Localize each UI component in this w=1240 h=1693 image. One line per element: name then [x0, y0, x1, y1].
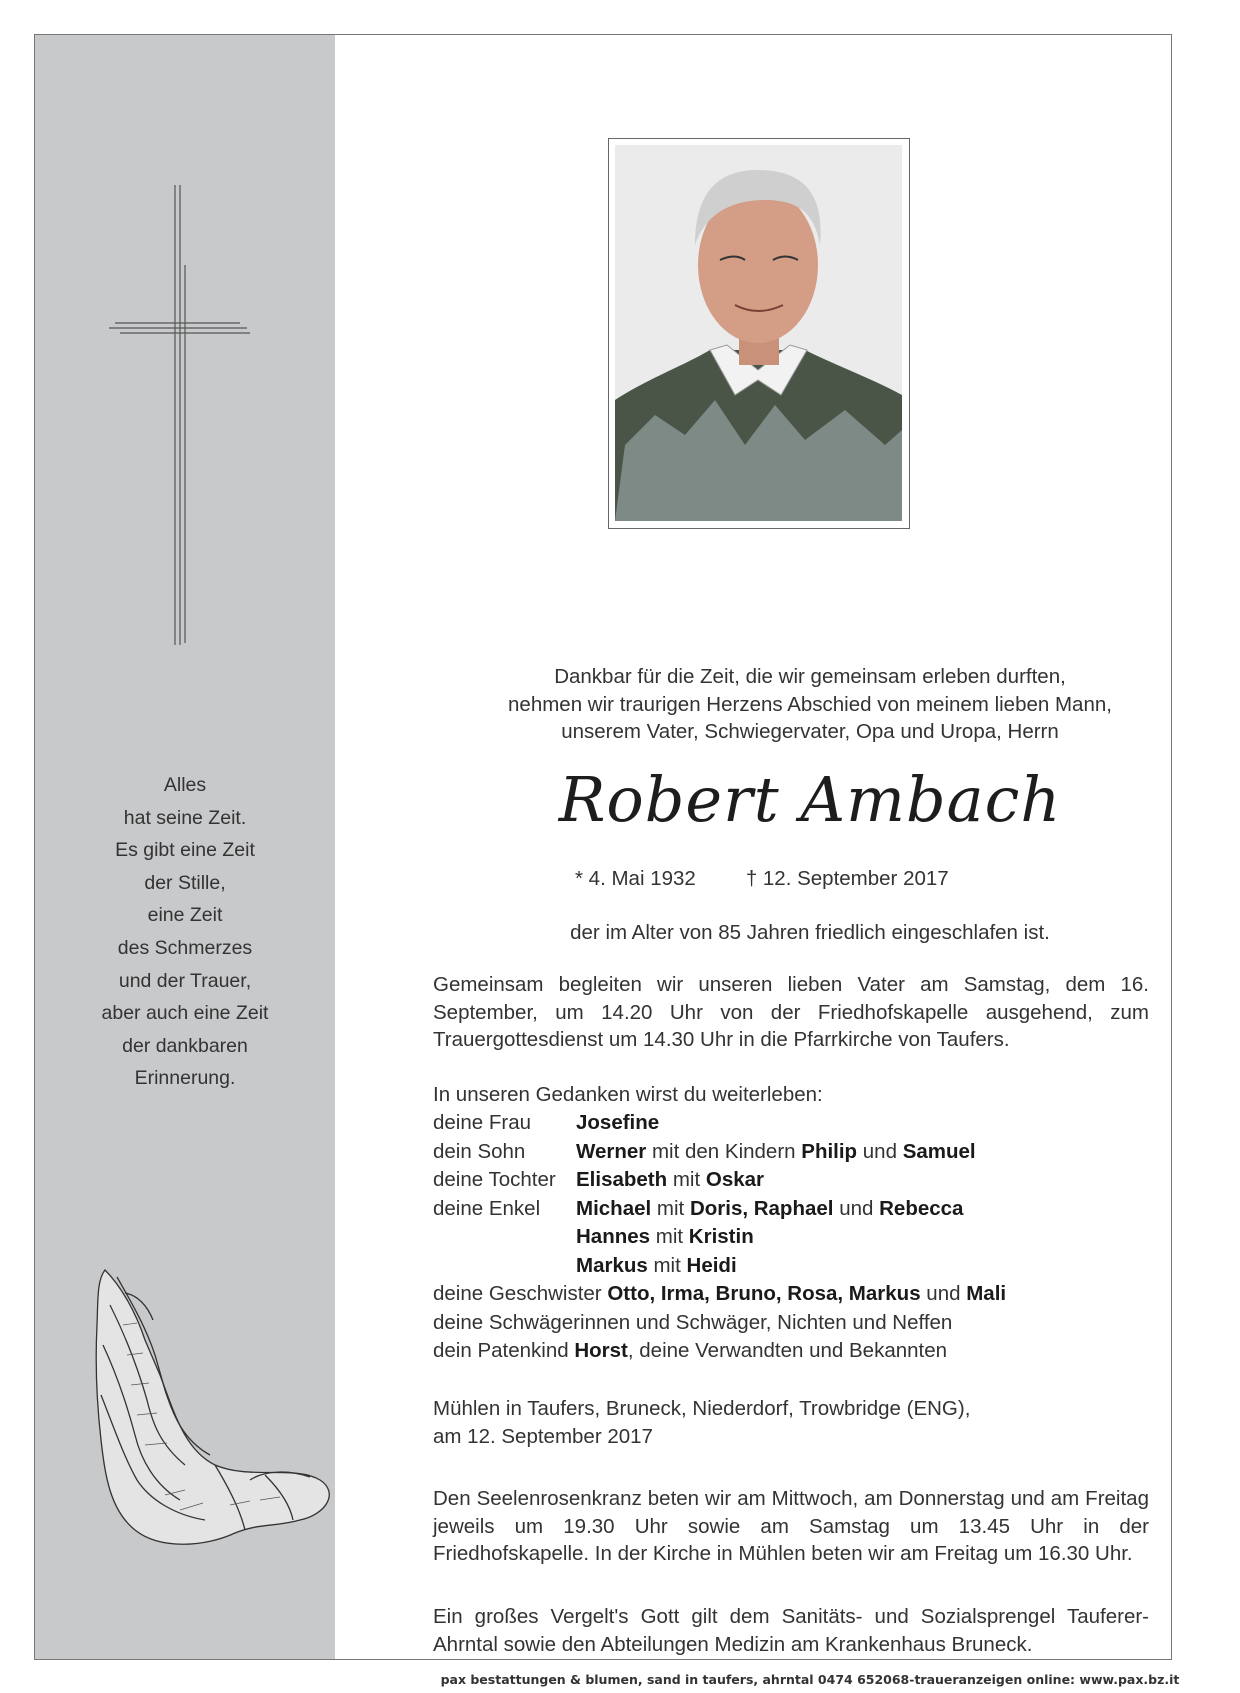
thanks-paragraph: Ein großes Vergelt's Gott gilt dem Sanitäts- und Sozialsprengel Tauferer-Ahrntal sowie den Abteilungen Medizin am Krankenhaus Bruneck. [433, 1605, 1149, 1656]
mourner-name: Hannes [576, 1225, 651, 1248]
birth-date: * 4. Mai 1932 [575, 867, 696, 890]
connector-text: und [926, 1282, 961, 1305]
mourner-name: Kristin [688, 1225, 754, 1248]
mourner-row [433, 1138, 1006, 1167]
mourner-row [433, 1223, 1006, 1252]
place-line: Mühlen in Taufers, Bruneck, Niederdorf, Trowbridge (ENG), [433, 1397, 971, 1420]
mourner-name: Oskar [705, 1168, 765, 1191]
mourner-row [433, 1337, 1006, 1366]
intro-line: unserem Vater, Schwiegervater, Opa und Uropa, Herrn [561, 720, 1059, 743]
mourner-name: Mali [966, 1282, 1007, 1305]
connector-text: , deine Verwandten und Bekannten [627, 1339, 948, 1362]
mourner-row [433, 1280, 1006, 1309]
intro-line: nehmen wir traurigen Herzens Abschied von meinem lieben Mann, [508, 692, 1112, 716]
mourner-name: Philip [801, 1139, 858, 1163]
mourner-name: Heidi [686, 1253, 737, 1277]
portrait-photo [615, 145, 902, 521]
intro-line: Dankbar für die Zeit, die wir gemeinsam erleben durften, [554, 665, 1066, 688]
connector-text: mit [656, 1196, 685, 1220]
sidebar [35, 35, 335, 1659]
mourner-row [433, 1195, 1006, 1224]
date-line: am 12. September 2017 [433, 1424, 653, 1448]
intro-text [395, 663, 1225, 746]
mourner-name: Josefine [576, 1111, 660, 1134]
mourner-name: Elisabeth [576, 1168, 668, 1191]
place-date [433, 1395, 1149, 1450]
obituary-card [34, 34, 1180, 1687]
mourners-list [433, 1109, 1006, 1366]
mourner-name: Rebecca [879, 1196, 964, 1220]
quote-line: Erinnerung. [134, 1067, 236, 1090]
cross-icon [105, 165, 255, 665]
mourner-name: Doris, Raphael [689, 1196, 834, 1220]
deceased-name: Robert Ambach [558, 763, 1062, 836]
mourner-row [433, 1309, 1006, 1338]
mourner-name: Horst [574, 1339, 628, 1362]
relation-label: deine Enkel [433, 1196, 541, 1220]
connector-text: und [862, 1139, 897, 1163]
connector-text: und [839, 1196, 874, 1220]
praying-hands-icon [65, 1265, 385, 1555]
relation-label: deine Tochter [433, 1168, 556, 1191]
mourners-heading: In unseren Gedanken wirst du weiterleben: [433, 1083, 823, 1106]
quote-line: der Stille, [144, 871, 226, 894]
relation-label: dein Patenkind [433, 1339, 569, 1362]
portrait-image [615, 145, 902, 521]
quote-line: eine Zeit [147, 904, 223, 927]
quote-line: der dankbaren [122, 1034, 248, 1057]
mourner-row [433, 1166, 1006, 1195]
life-dates [575, 867, 949, 891]
sidebar-quote [35, 769, 335, 1095]
mourner-name: Markus [576, 1253, 648, 1277]
connector-text: mit [672, 1168, 701, 1191]
mourner-name: Werner [576, 1139, 647, 1163]
relation-label: dein Sohn [433, 1139, 526, 1163]
relation-label: deine Schwägerinnen und Schwäger, Nichten und Neffen [433, 1310, 953, 1334]
quote-line: Alles [163, 774, 207, 796]
connector-text: mit [653, 1253, 681, 1277]
funeral-paragraph: Gemeinsam begleiten wir unseren lieben Vater am Samstag, dem 16. September, um 14.20 Uhr von der Friedhofskapelle ausgehend, zum Trauergottesdienst um 14.30 Uhr in die Pfarrkirche von Taufers. [433, 973, 1149, 1051]
quote-line: und der Trauer, [118, 969, 252, 992]
quote-line: aber auch eine Zeit [101, 1002, 269, 1025]
age-line: der im Alter von 85 Jahren friedlich eingeschlafen ist. [570, 921, 1050, 944]
rosary-paragraph: Den Seelenrosenkranz beten wir am Mittwoch, am Donnerstag und am Freitag jeweils um 19.30 Uhr sowie am Samstag um 13.45 Uhr in der Friedhofskapelle. In der Kirche in Mühlen beten wir am Freitag um 16.30 Uhr. [433, 1487, 1149, 1565]
death-date: † 12. September 2017 [745, 867, 949, 890]
portrait-frame [608, 138, 910, 529]
connector-text: mit [655, 1225, 684, 1248]
relation-label: deine Frau [433, 1111, 532, 1134]
quote-line: hat seine Zeit. [123, 806, 247, 829]
quote-line: Es gibt eine Zeit [115, 839, 255, 862]
mourner-name: Otto, Irma, Bruno, Rosa, Markus [607, 1282, 921, 1305]
mourner-name: Samuel [902, 1139, 976, 1163]
mourner-name: Michael [576, 1196, 652, 1220]
footer-contact: pax bestattungen & blumen, sand in taufers, ahrntal 0474 652068-traueranzeigen online: www.pax.bz.it [440, 1672, 1180, 1687]
relation-label: deine Geschwister [433, 1282, 602, 1305]
mourner-row [433, 1109, 1006, 1138]
mourner-row [433, 1252, 1006, 1281]
quote-line: des Schmerzes [117, 936, 253, 959]
connector-text: mit den Kindern [651, 1139, 796, 1163]
